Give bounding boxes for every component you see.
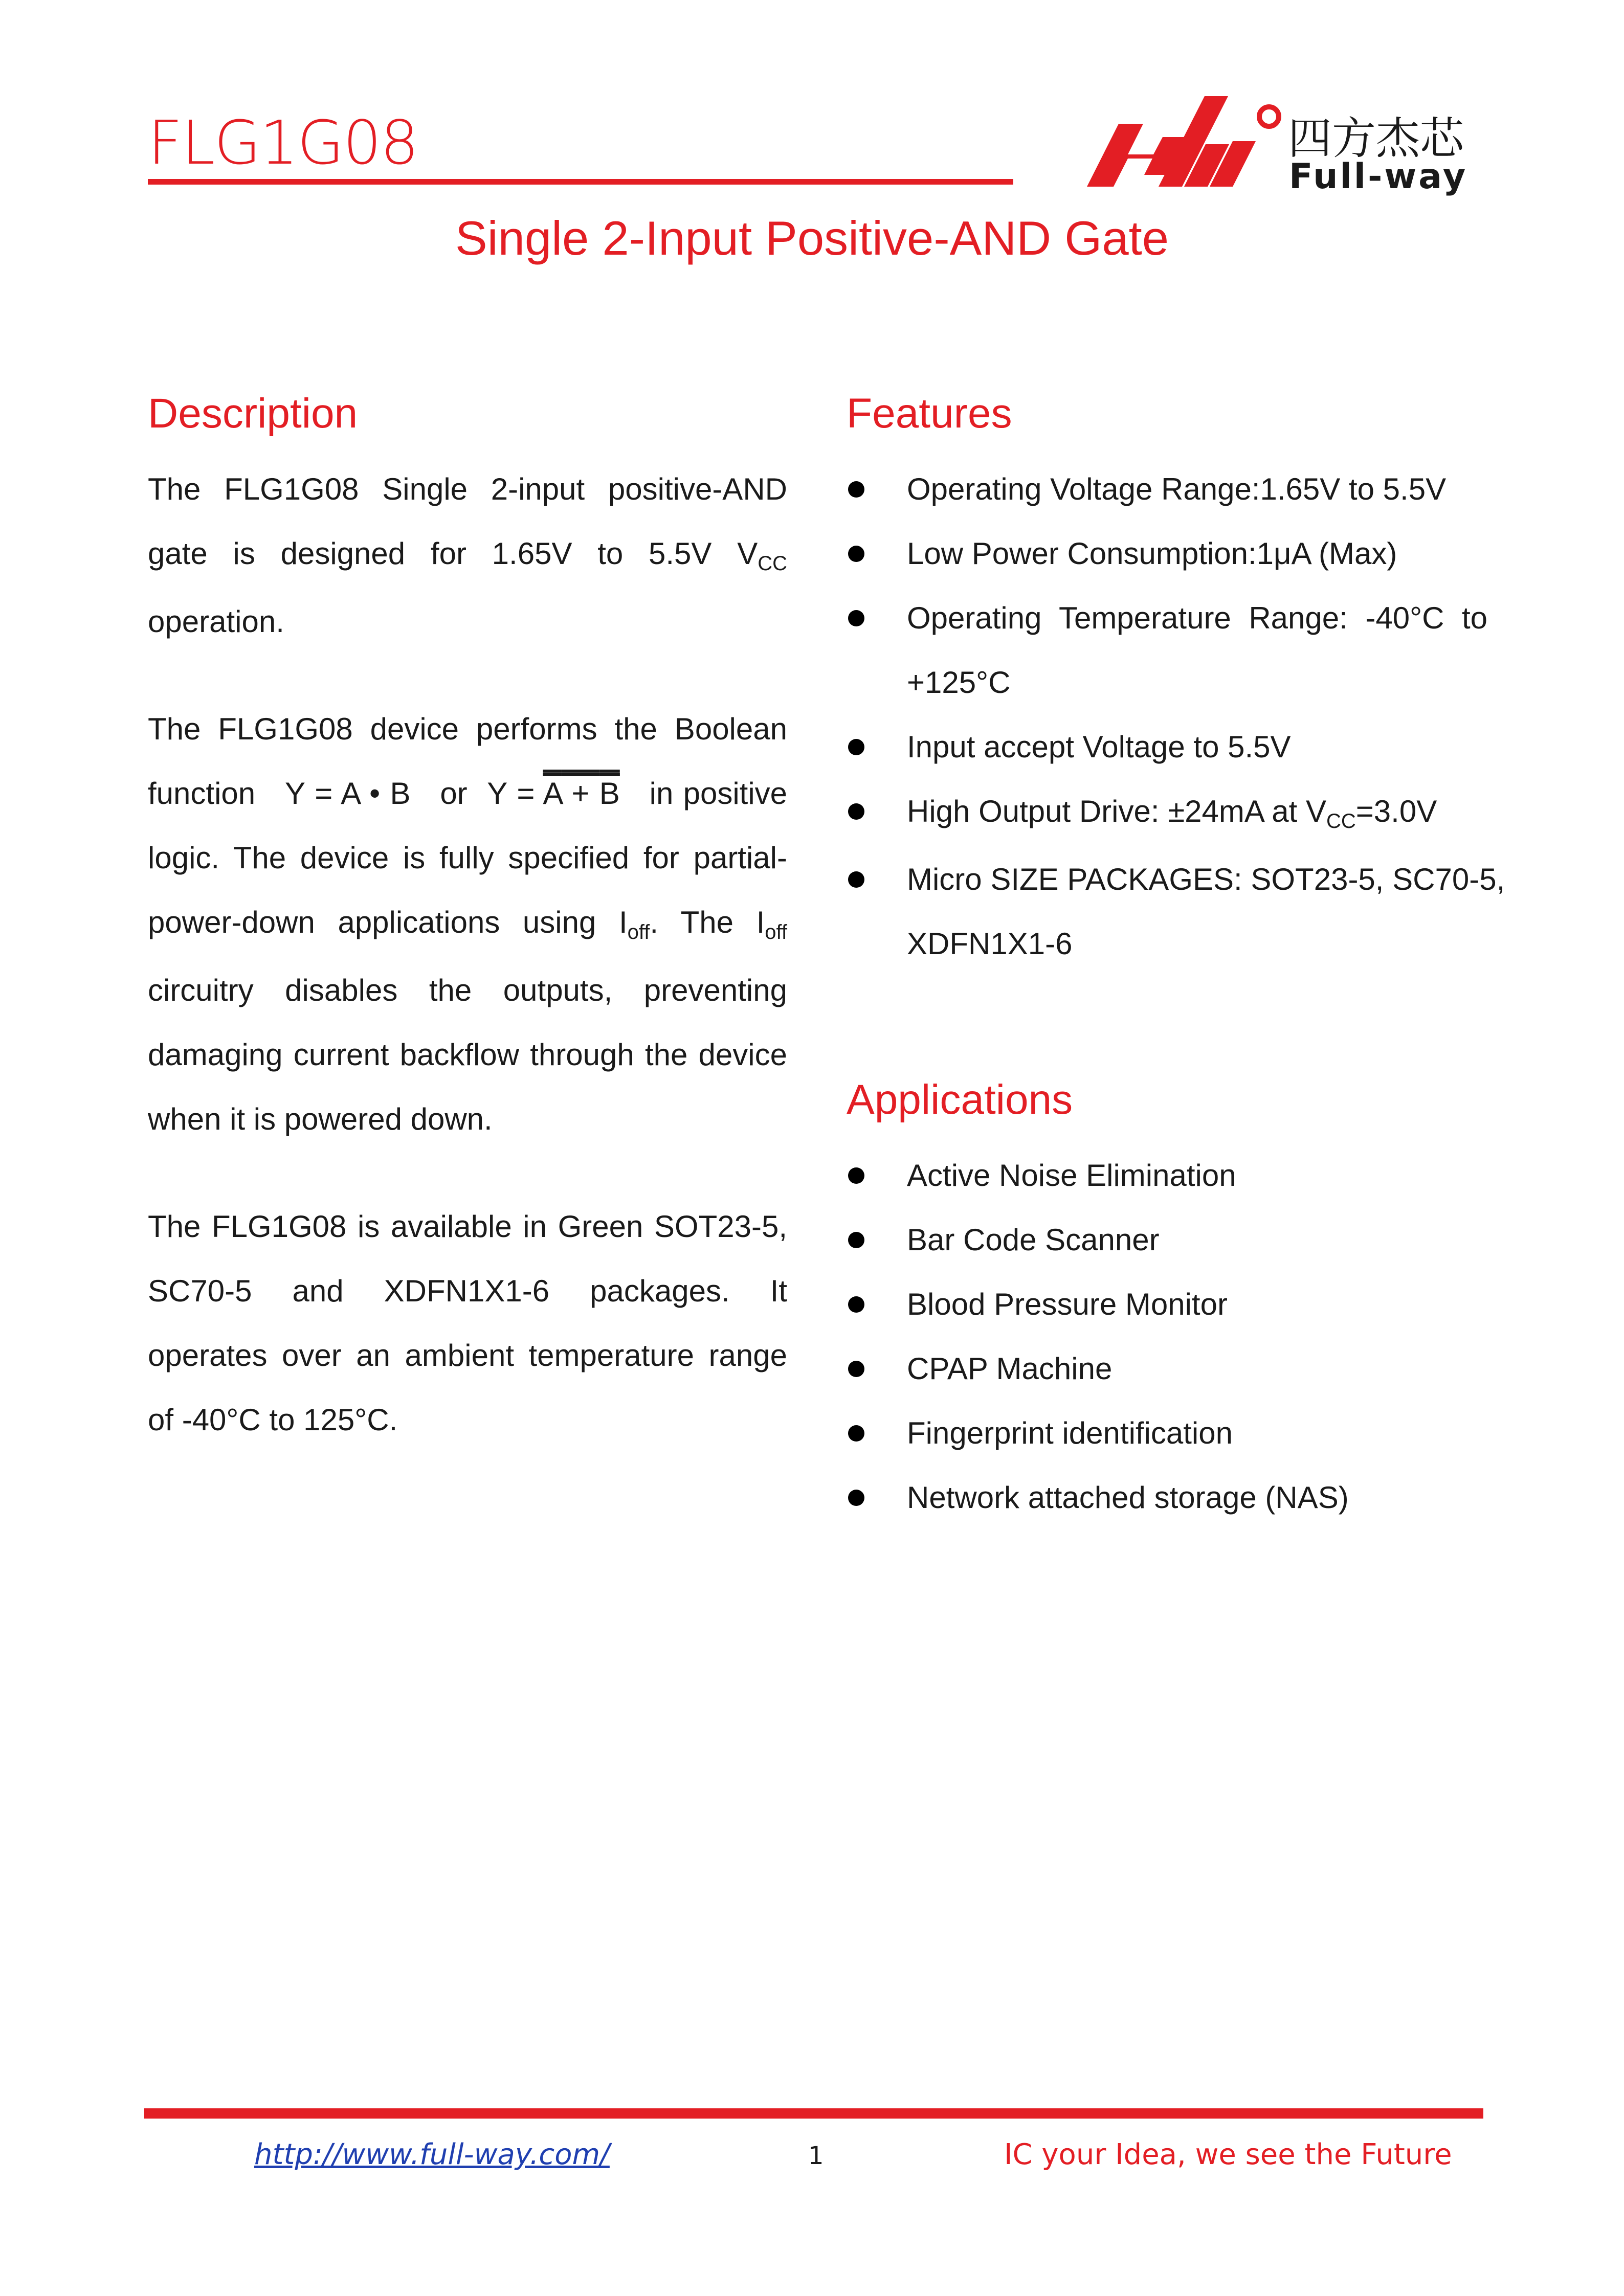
company-logo bbox=[1087, 92, 1491, 199]
footer-slogan: IC your Idea, we see the Future bbox=[1004, 2138, 1452, 2171]
footer-website-link[interactable]: http://www.full-way.com/ bbox=[254, 2138, 610, 2171]
application-item: Blood Pressure Monitor bbox=[848, 1272, 1513, 1337]
application-item: CPAP Machine bbox=[848, 1337, 1513, 1401]
feature-item: Operating Voltage Range:1.65V to 5.5V bbox=[848, 457, 1513, 522]
application-item: Fingerprint identification bbox=[848, 1401, 1513, 1466]
application-item: Active Noise Elimination bbox=[848, 1143, 1513, 1208]
header-rule bbox=[148, 179, 1013, 185]
description-paragraph-3: The FLG1G08 is available in Green SOT23-5, SC70-5 and XDFN1X1-6 packages. It operates over an ambient temperature range of -40°C to 125°C. bbox=[148, 1209, 787, 1437]
feature-item: Low Power Consumption:1μA (Max) bbox=[848, 522, 1513, 586]
document-subtitle: Single 2-Input Positive-AND Gate bbox=[455, 211, 1169, 265]
description-paragraph-1: The FLG1G08 Single 2-input positive-AND gate is designed for 1.65V to 5.5V $V_{CC}$ operation. bbox=[148, 472, 787, 639]
part-number: FLG1G08 bbox=[148, 107, 418, 178]
description-body bbox=[148, 457, 787, 1452]
svg-text:Full-way: Full-way bbox=[1289, 156, 1468, 197]
application-item: Bar Code Scanner bbox=[848, 1208, 1513, 1272]
feature-item: Operating Temperature Range: -40°C to +125°C bbox=[848, 586, 1487, 715]
feature-item: High Output Drive: ±24mA at $V_{CC}=3.0V$ bbox=[848, 779, 1513, 847]
applications-list bbox=[848, 1143, 1513, 1530]
svg-text:四方杰芯: 四方杰芯 bbox=[1288, 113, 1464, 164]
feature-item: Micro SIZE PACKAGES: SOT23-5, SC70-5, XDFN1X1-6 bbox=[848, 847, 1513, 976]
nor-formula: Y = A + B bbox=[487, 776, 620, 811]
description-paragraph-2: The FLG1G08 device performs the Boolean function Y = A • B or Y = A + B in positive logic. The device is fully specified for partial-power-down applications using $I_{off}$. The $I_{off}$ circuitry disables the outputs, preventing damaging current backflow through the device when it is powered down. bbox=[148, 712, 788, 1136]
full-way-logo-icon bbox=[1087, 92, 1491, 199]
description-heading: Description bbox=[148, 390, 358, 437]
and-formula: Y = A • B bbox=[284, 776, 411, 811]
footer-rule bbox=[144, 2108, 1483, 2119]
feature-item: Input accept Voltage to 5.5V bbox=[848, 715, 1513, 779]
features-heading: Features bbox=[847, 390, 1012, 437]
application-item: Network attached storage (NAS) bbox=[848, 1466, 1513, 1530]
page-number: 1 bbox=[808, 2142, 824, 2170]
features-list bbox=[848, 457, 1513, 976]
applications-heading: Applications bbox=[847, 1076, 1073, 1123]
